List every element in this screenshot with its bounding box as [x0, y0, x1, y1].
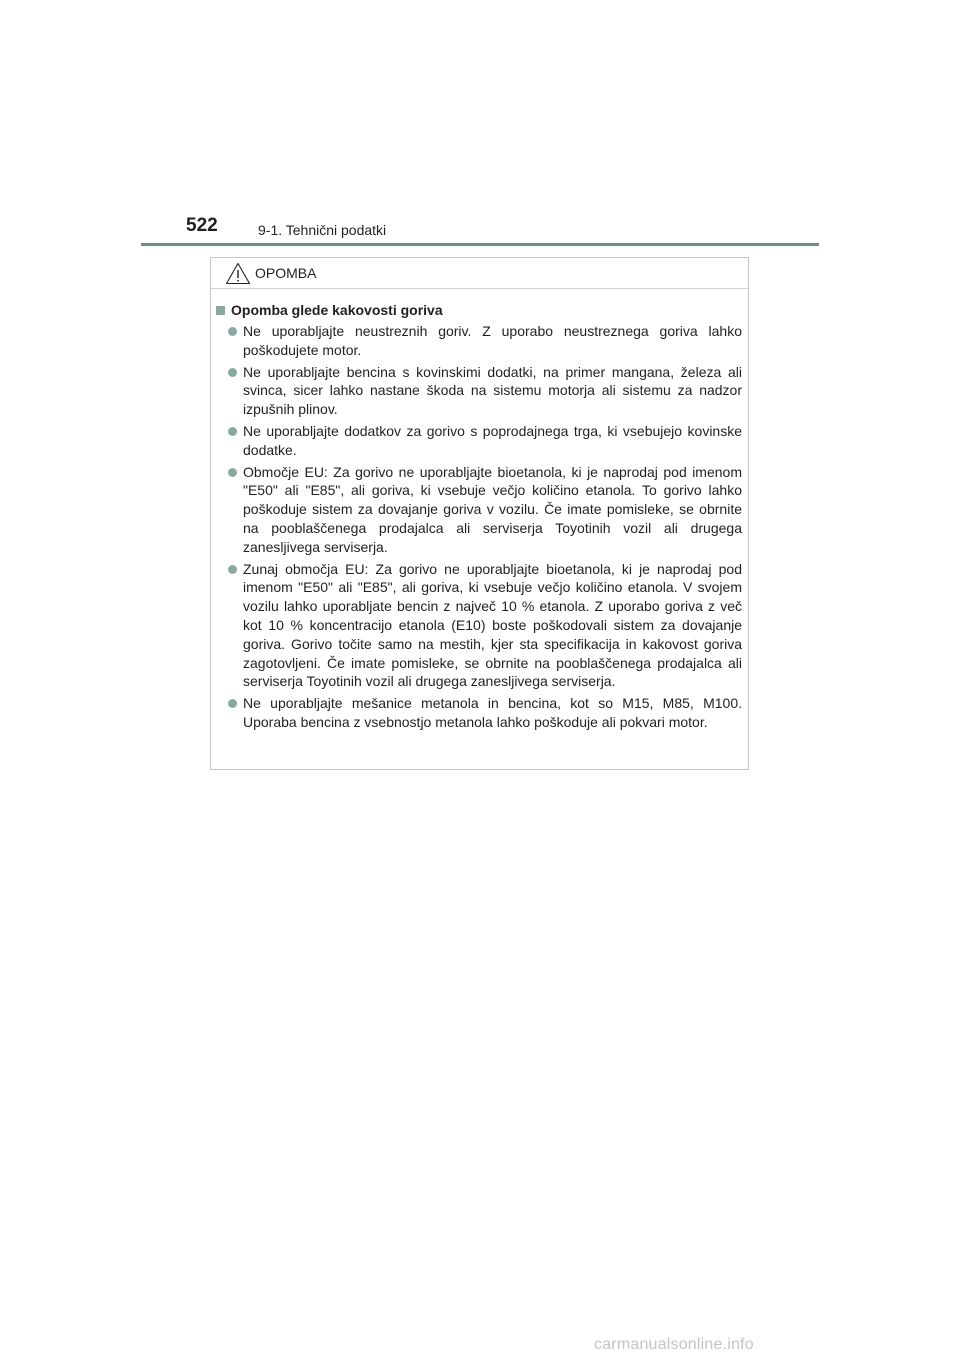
- list-item: [216, 694, 742, 732]
- list-item-text: Ne uporabljajte neustreznih goriv. Z uporabo neustreznega goriva lahko poškodujete motor.: [243, 323, 742, 358]
- notice-body: [211, 289, 748, 732]
- section-title: 9-1. Tehnični podatki: [258, 222, 387, 238]
- list-item: [216, 422, 742, 460]
- bullet-dot-icon: [228, 565, 237, 574]
- page-number: 522: [186, 215, 218, 236]
- bullet-dot-icon: [228, 699, 237, 708]
- notice-box: [210, 257, 749, 770]
- bullet-dot-icon: [228, 327, 237, 336]
- header-divider: [141, 243, 819, 246]
- watermark-link[interactable]: carmanualsonline.info: [594, 1336, 754, 1353]
- list-item: [216, 560, 742, 692]
- notice-title: OPOMBA: [255, 265, 317, 281]
- subheading-text: Opomba glede kakovosti goriva: [231, 302, 443, 318]
- list-item-text: Območje EU: Za gorivo ne uporabljajte bioetanola, ki je naprodaj pod imenom "E50" ali "E85", ali goriva, ki vsebuje večjo količino etanola. To gorivo lahko poškoduje sistem za dovajanje goriva v vozilu. Če imate pomisleke, se obrnite na pooblaščenega prodajalca ali serviserja Toyotinih vozil ali drugega zanesljivega serviserja.: [243, 463, 742, 555]
- square-bullet-icon: [216, 306, 225, 315]
- list-item-text: Ne uporabljajte dodatkov za gorivo s poprodajnega trga, ki vsebujejo kovinske dodatke.: [243, 422, 742, 458]
- list-item-text: Ne uporabljajte mešanice metanola in bencina, kot so M15, M85, M100. Uporaba bencina z vsebnostjo metanola lahko poškoduje ali pokvari motor.: [243, 695, 742, 730]
- bullet-dot-icon: [228, 368, 237, 377]
- notice-subheading: [216, 301, 742, 320]
- list-item-text: Ne uporabljajte bencina s kovinskimi dodatki, na primer mangana, železa ali svinca, sicer lahko nastane škoda na sistemu motorja ali sistemu za nadzor izpušnih plinov.: [243, 363, 742, 418]
- list-item: [216, 463, 742, 557]
- list-item: [216, 322, 742, 360]
- list-item: [216, 363, 742, 419]
- bullet-dot-icon: [228, 427, 237, 436]
- warning-triangle-icon: [225, 262, 251, 285]
- bullet-list: [216, 322, 742, 732]
- list-item-text: Zunaj območja EU: Za gorivo ne uporabljajte bioetanola, ki je naprodaj pod imenom "E50" ali "E85", ali goriva, ki vsebuje večjo količino etanola. V svojem vozilu lahko uporabljate bencin z največ 10 % etanola. Z uporabo goriva z več kot 10 % koncentracijo etanola (E10) boste poškodovali sistem za dovajanje goriva. Gorivo točite samo na mestih, kjer sta specifikacija in kakovost goriva zagotovljeni. Če imate pomisleke, se obrnite na pooblaščenega prodajalca ali serviserja Toyotinih vozil ali drugega zanesljivega serviserja.: [243, 560, 742, 690]
- notice-header: [211, 258, 748, 289]
- bullet-dot-icon: [228, 468, 237, 477]
